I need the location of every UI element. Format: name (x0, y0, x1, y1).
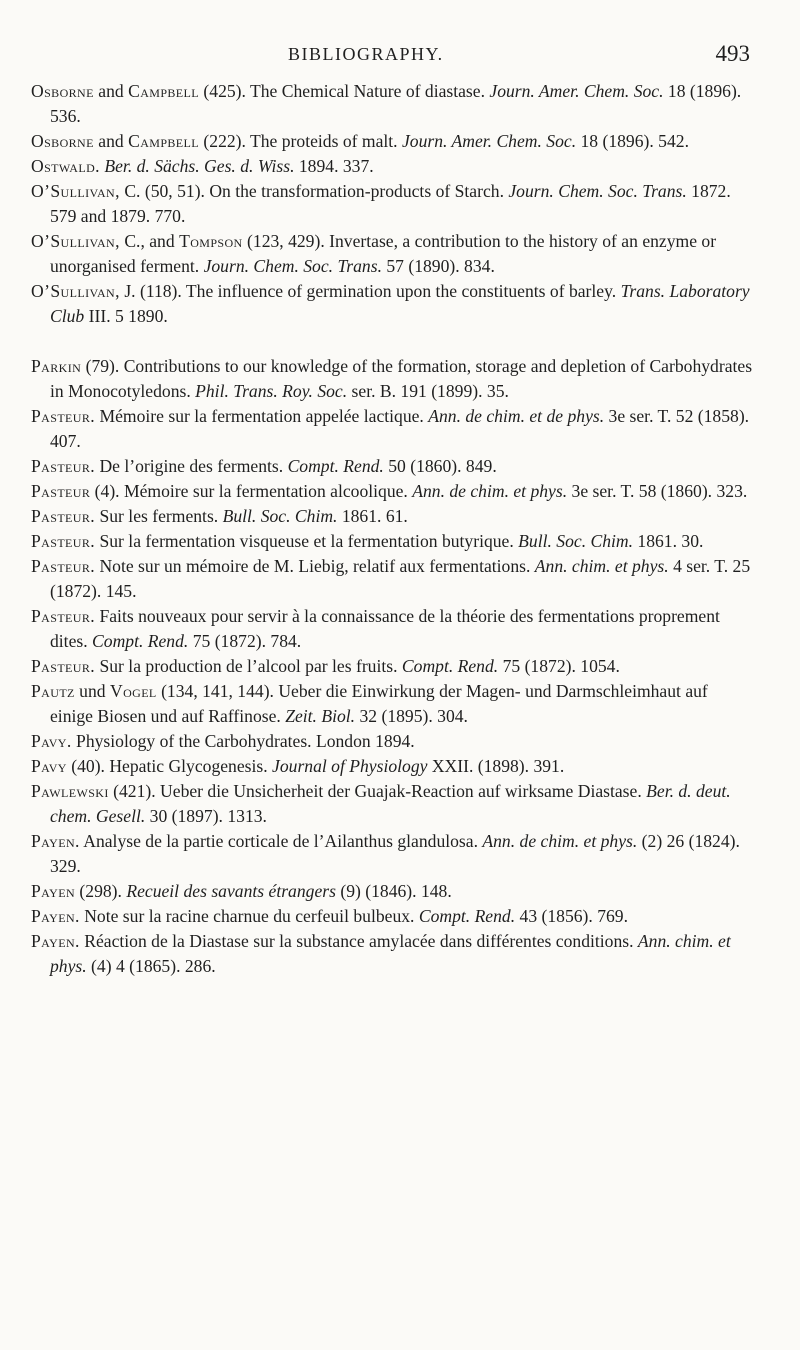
entry-text: C., and (119, 231, 180, 251)
author-name: O’Sullivan, (31, 231, 120, 251)
bibliography-entry (31, 654, 753, 679)
entry-text: J. (118). The influence of germination upon the constituents of barley. (119, 281, 621, 301)
page-header (0, 41, 800, 72)
citation-details: 32 (1895). 304. (355, 706, 468, 726)
author-name: O’Sullivan, (31, 281, 120, 301)
journal-reference: Ann. de chim. et phys. (412, 481, 568, 501)
journal-reference: Journ. Amer. Chem. Soc. (489, 81, 664, 101)
entry-text: Faits nouveaux pour servir à la connaissance de la théorie des fermentations proprement dites. (50, 606, 720, 651)
bibliography-entry (31, 404, 753, 454)
bibliography-entry (31, 454, 753, 479)
author-name: Pavy (31, 756, 67, 776)
citation-details: 18 (1896). 536. (50, 81, 742, 126)
citation-details: 3e ser. T. 58 (1860). 323. (567, 481, 748, 501)
page-number: 493 (715, 41, 750, 66)
journal-reference: Ann. chim. et phys. (50, 931, 731, 976)
entry-text: Mémoire sur la fermentation appelée lactique. (95, 406, 429, 426)
bibliography-entry (31, 829, 753, 879)
citation-details: 75 (1872). 1054. (498, 656, 620, 676)
journal-reference: Phil. Trans. Roy. Soc. (195, 381, 348, 401)
journal-reference: Compt. Rend. (92, 631, 189, 651)
bibliography-entry (31, 179, 753, 229)
author-name: Payen. (31, 906, 80, 926)
journal-reference: Ann. de chim. et phys. (482, 831, 638, 851)
entry-text: (123, 429). Invertase, a contribution to the history of an enzyme or unorganised ferment. (50, 231, 717, 276)
bibliography-entry (31, 754, 753, 779)
bibliography-entry (31, 129, 753, 154)
author-name: Pavy. (31, 731, 72, 751)
author-name: Pasteur. (31, 606, 96, 626)
author-name: Osborne (31, 81, 94, 101)
entry-text: Réaction de la Diastase sur la substance amylacée dans différentes conditions. (79, 931, 638, 951)
journal-reference: Recueil des savants étrangers (126, 881, 336, 901)
author-name: Pasteur. (31, 531, 96, 551)
entry-text: and (93, 131, 129, 151)
author-name: Payen (31, 881, 76, 901)
bibliography-entries (31, 79, 753, 979)
author-name: Pasteur. (31, 506, 96, 526)
bibliography-entry (31, 529, 753, 554)
coauthor-name: Vogel (109, 681, 157, 701)
citation-details: 3e ser. T. 52 (1858). 407. (50, 406, 750, 451)
journal-reference: Compt. Rend. (287, 456, 384, 476)
bibliography-entry (31, 229, 753, 279)
bibliography-entry (31, 504, 753, 529)
journal-reference: Journ. Amer. Chem. Soc. (401, 131, 577, 151)
entry-text: (222). The proteids of malt. (199, 131, 402, 151)
journal-reference: Journal of Physiology (272, 756, 428, 776)
author-name: Pautz (31, 681, 75, 701)
journal-reference: Zeit. Biol. (285, 706, 356, 726)
citation-details: 50 (1860). 849. (383, 456, 497, 476)
entry-text: Note sur la racine charnue du cerfeuil bulbeux. (79, 906, 419, 926)
citation-details: 75 (1872). 784. (188, 631, 302, 651)
bibliography-entry (31, 729, 753, 754)
citation-details: 1894. 337. (294, 156, 374, 176)
journal-reference: Ber. d. deut. chem. Gesell. (50, 781, 731, 826)
citation-details: (2) 26 (1824). 329. (50, 831, 740, 876)
bibliography-entry (31, 154, 753, 179)
bibliography-entry (31, 279, 753, 329)
journal-reference: Journ. Chem. Soc. Trans. (508, 181, 687, 201)
bibliography-entry (31, 779, 753, 829)
author-name: Pasteur. (31, 456, 96, 476)
entry-text: Sur les ferments. (95, 506, 223, 526)
citation-details: 1872. 579 and 1879. 770. (50, 181, 731, 226)
bibliography-entry (31, 354, 753, 404)
bibliography-entry (31, 879, 753, 904)
entry-text: C. (50, 51). On the transformation-products of Starch. (119, 181, 509, 201)
coauthor-name: Tompson (179, 231, 243, 251)
entry-text: De l’origine des ferments. (95, 456, 288, 476)
coauthor-name: Campbell (128, 81, 200, 101)
entry-text: (40). Hepatic Glycogenesis. (66, 756, 273, 776)
bibliography-entry (31, 904, 753, 929)
citation-details: XXII. (1898). 391. (427, 756, 565, 776)
entry-text: Note sur un mémoire de M. Liebig, relatif aux fermentations. (95, 556, 535, 576)
entry-text: Physiology of the Carbohydrates. London 1894. (71, 731, 415, 751)
journal-reference: Ann. de chim. et de phys. (428, 406, 605, 426)
author-name: Payen. (31, 931, 80, 951)
citation-details: ser. B. 191 (1899). 35. (347, 381, 509, 401)
entry-text: (4). Mémoire sur la fermentation alcoolique. (90, 481, 413, 501)
author-name: Payen. (31, 831, 80, 851)
citation-details: III. 5 1890. (84, 306, 168, 326)
entry-text: (425). The Chemical Nature of diastase. (199, 81, 490, 101)
entry-text: Sur la fermentation visqueuse et la fermentation butyrique. (95, 531, 519, 551)
citation-details: (4) 4 (1865). 286. (86, 956, 216, 976)
journal-reference: Trans. Laboratory Club (50, 281, 750, 326)
author-name: Pasteur (31, 481, 91, 501)
journal-reference: Bull. Soc. Chim. (518, 531, 634, 551)
entry-text: and (93, 81, 129, 101)
entry-text: und (74, 681, 110, 701)
citation-details: 30 (1897). 1313. (145, 806, 267, 826)
journal-reference: Compt. Rend. (418, 906, 516, 926)
author-name: Parkin (31, 356, 82, 376)
entry-text: Analyse de la partie corticale de l’Ailanthus glandulosa. (79, 831, 483, 851)
author-name: Osborne (31, 131, 94, 151)
author-name: Pasteur. (31, 556, 96, 576)
entry-text: (421). Ueber die Unsicherheit der Guajak-Reaction auf wirksame Diastase. (108, 781, 647, 801)
author-name: Pasteur. (31, 406, 96, 426)
journal-reference: Ann. chim. et phys. (534, 556, 669, 576)
entry-text: (79). Contributions to our knowledge of the formation, storage and depletion of Carbohydrates in Monocotyledons. (50, 356, 753, 401)
entry-text: (298). (75, 881, 127, 901)
citation-details: 18 (1896). 542. (576, 131, 689, 151)
coauthor-name: Campbell (128, 131, 200, 151)
author-name: Pasteur. (31, 656, 96, 676)
citation-details: 1861. 30. (633, 531, 704, 551)
journal-reference: Compt. Rend. (401, 656, 499, 676)
bibliography-entry (31, 929, 753, 979)
bibliography-entry (31, 79, 753, 129)
author-name: Ostwald. (31, 156, 100, 176)
bibliography-entry (31, 604, 753, 654)
entry-text: Sur la production de l’alcool par les fruits. (95, 656, 402, 676)
journal-reference: Journ. Chem. Soc. Trans. (203, 256, 382, 276)
citation-details: 4 ser. T. 25 (1872). 145. (50, 556, 751, 601)
bibliography-entry (31, 554, 753, 604)
journal-reference: Ber. d. Sächs. Ges. d. Wiss. (104, 156, 295, 176)
citation-details: 57 (1890). 834. (381, 256, 495, 276)
entry-text: (134, 141, 144). Ueber die Einwirkung der Magen- und Darmschleimhaut auf einige Biosen und auf Raffinose. (50, 681, 708, 726)
author-name: O’Sullivan, (31, 181, 120, 201)
citation-details: 43 (1856). 769. (515, 906, 629, 926)
citation-details: 1861. 61. (337, 506, 408, 526)
journal-reference: Bull. Soc. Chim. (222, 506, 338, 526)
bibliography-entry (31, 679, 753, 729)
running-title: BIBLIOGRAPHY. (288, 44, 444, 64)
bibliography-entry (31, 479, 753, 504)
author-name: Pawlewski (31, 781, 109, 801)
citation-details: (9) (1846). 148. (335, 881, 452, 901)
